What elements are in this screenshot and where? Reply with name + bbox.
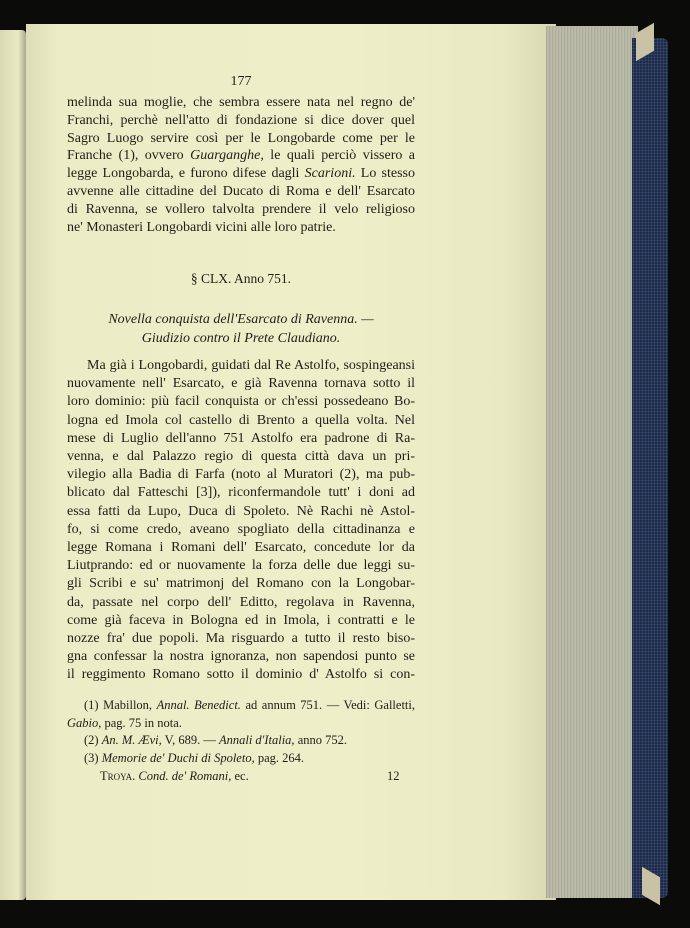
text: gna confessar la nostra ignoranza, non sapendosi punto se [67, 649, 415, 665]
text-line [67, 131, 415, 147]
italic-text: Memorie de' Duchi di Spoleto, [101, 750, 255, 765]
text: Liutprando: ed or nuovamente la forza delle due leggi su- [67, 558, 415, 574]
text: le quali perciò vissero a [263, 148, 416, 164]
text-line [67, 376, 415, 392]
text-line [67, 649, 415, 665]
text: di Ravenna, se vollero talvolta prendere il velo religioso [67, 201, 415, 217]
text: (1) Mabillon, [84, 698, 157, 712]
text-line [67, 540, 415, 556]
text: come già faceva in Bologna ed in Imola, i contratti e le [67, 612, 415, 628]
text-line [67, 95, 415, 111]
italic-text: Gabio, [67, 715, 102, 730]
text-line [67, 667, 415, 683]
section-heading: § CLX. Anno 751. [190, 271, 292, 286]
page-number: 177 [230, 74, 252, 89]
text-line [67, 631, 415, 647]
text-line [84, 751, 415, 766]
text-line [67, 113, 415, 129]
text: il reggimento Romano sotto il dominio d' Astolfo si con- [67, 667, 415, 683]
text: Franche (1), ovvero [67, 148, 191, 164]
signature-line [100, 769, 249, 784]
signature-title: Cond. de' Romani, [138, 769, 232, 783]
text-line [67, 202, 415, 218]
italic-text: An. M. Ævi, [101, 733, 162, 747]
section-subtitle-line-1: Novella conquista dell'Esarcato di Ravenna. — [108, 312, 374, 327]
text: pag. 75 in nota. [101, 715, 182, 730]
text-line [67, 467, 415, 483]
text-line [67, 394, 415, 410]
signature-author: Troya. [100, 769, 136, 783]
signature-suffix: ec. [234, 769, 249, 783]
text: essa fatti da Lupo, Duca di Spoleto. Nè Rachi nè Astol- [67, 503, 415, 519]
text-line [67, 576, 415, 592]
text-line [67, 431, 415, 447]
text: avvenne alle cittadine del Ducato di Roma e dell' Esarcato [67, 184, 415, 199]
text: pag. 264. [254, 750, 305, 765]
text-line [67, 148, 415, 164]
text-line [67, 613, 415, 629]
text: (3) [84, 750, 102, 765]
text-line [67, 558, 415, 574]
text-line [87, 358, 415, 374]
italic-text: Scarioni. [304, 166, 356, 182]
text-line [67, 522, 415, 538]
text: melinda sua moglie, che sembra essere nata nel regno de' [67, 95, 415, 110]
text: ad annum 751. — Vedi: Galletti, [240, 698, 415, 712]
text: ne' Monasteri Longobardi vicini alle loro patrie. [67, 219, 336, 235]
text-line [84, 698, 415, 713]
book-cover [632, 38, 668, 898]
text: V, 689. — [161, 733, 219, 747]
text: logna ed Imola col castello di Brento a quella volta. Nel [67, 412, 415, 428]
text: Sagro Luogo servire così per le Longobarde come per le [67, 130, 415, 146]
text: da, passate nel corpo dell' Editto, regolava in Ravenna, [67, 594, 415, 610]
italic-text: Annal. Benedict. [156, 698, 241, 712]
text: Ma già i Longobardi, guidati dal Re Astolfo, sospingeansi [87, 358, 415, 373]
text-line [67, 485, 415, 501]
text-line [67, 716, 415, 731]
text: Lo stesso [355, 166, 415, 182]
text-line [67, 595, 415, 611]
text-line [67, 184, 415, 200]
text-line [67, 504, 415, 520]
previous-page-edge [0, 30, 26, 900]
text: vilegio alla Badia di Farfa (noto al Muratori (2), ma pub- [67, 467, 415, 483]
signature-mark: 12 [387, 769, 400, 783]
text: mese di Luglio dell'anno 751 Astolfo era padrone di Ra- [67, 430, 415, 446]
text: nozze fra' due popoli. Ma risguardo a tutto il resto biso- [67, 631, 415, 646]
text-line [67, 449, 415, 465]
text: gli Scribi e su' matrimonj del Romano con la Longobar- [67, 576, 415, 592]
text: nuovamente nell' Esarcato, e già Ravenna tornava sotto il [67, 376, 415, 392]
text: (2) [84, 733, 102, 747]
text-line [84, 733, 415, 748]
text: anno 752. [294, 733, 347, 747]
section-subtitle-line-2: Giudizio contro il Prete Claudiano. [141, 331, 341, 346]
text: loro dominio: più facil conquista or ch'essi possedeano Bo- [67, 394, 415, 410]
page-stack-edge [546, 26, 638, 898]
text: Franchi, perchè nell'atto di fondazione si dice dover quel [67, 112, 415, 128]
italic-text: Annali d'Italia, [218, 733, 295, 747]
text: blicato dal Fatteschi [3]), riconfermandole tutt' i doni ad [67, 485, 415, 501]
text-line [67, 166, 415, 182]
italic-text: Guarganghe, [190, 148, 264, 164]
text-line [67, 413, 415, 429]
text: fo, si come credo, aveano spogliato della cittadinanza e [67, 521, 415, 537]
text: legge Romana i Romani dell' Esarcato, concedute lor da [67, 540, 415, 555]
text: legge Longobarda, e furono difese dagli [67, 166, 305, 182]
text: venna, e dal Palazzo regio di questa città dava un pri- [67, 449, 415, 464]
text-line [67, 220, 415, 236]
